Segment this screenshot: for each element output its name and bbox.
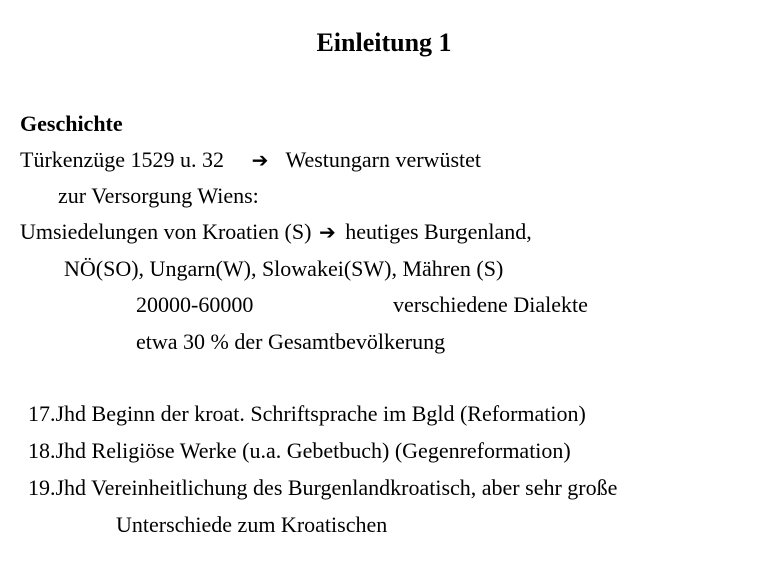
century-19-line: 19.Jhd Vereinheitlichung des Burgenlandkroatisch, aber sehr große <box>28 475 618 500</box>
dialects-text: verschiedene Dialekte <box>393 292 588 317</box>
century-18-line: 18.Jhd Religiöse Werke (u.a. Gebetbuch) (Gegenreformation) <box>28 438 571 463</box>
section-heading: Geschichte <box>20 111 123 136</box>
resettlement-line <box>20 218 532 246</box>
century-19-continuation: Unterschiede zum Kroatischen <box>116 512 388 537</box>
turkish-wars-text: Türkenzüge 1529 u. 32 <box>20 147 225 172</box>
west-hungary-text: Westungarn verwüstet <box>285 147 481 172</box>
slide-title: Einleitung 1 <box>316 28 452 57</box>
right-arrow-icon: ➔ <box>318 220 336 244</box>
population-count: 20000-60000 <box>136 292 254 317</box>
resettlement-text: Umsiedelungen von Kroatien (S) <box>20 219 312 244</box>
burgenland-text: heutiges Burgenland, <box>345 219 532 244</box>
supply-vienna-line: zur Versorgung Wiens: <box>58 183 259 208</box>
century-17-line: 17.Jhd Beginn der kroat. Schriftsprache im Bgld (Reformation) <box>28 401 586 426</box>
turkish-wars-line <box>20 146 481 174</box>
regions-line: NÖ(SO), Ungarn(W), Slowakei(SW), Mähren (S) <box>64 256 504 281</box>
right-arrow-icon: ➔ <box>251 148 269 172</box>
percent-line: etwa 30 % der Gesamtbevölkerung <box>136 329 446 354</box>
